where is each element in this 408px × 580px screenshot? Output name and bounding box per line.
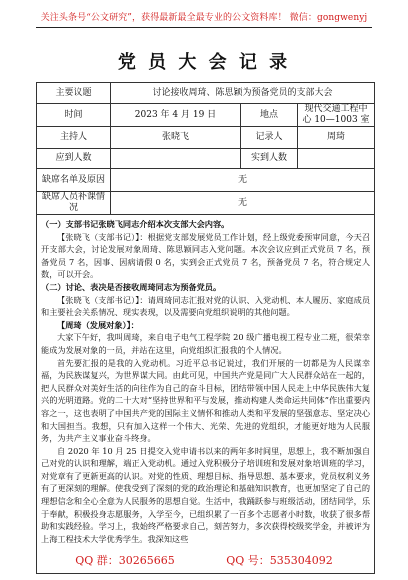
header-divider [36,27,372,28]
document-title: 党 员 大 会 记 录 [117,52,291,73]
table-row [37,169,375,192]
paragraph: 【张晓飞（支部书记）】：根据党支部发展党员工作计划，经上级党委预审同意，今天召开支部大会，讨论发展对象周琦、陈思颖同志入党问题。本次会议应到正式党员 7 名，预备党员 7 名，因事、因病请假 0 名，实到会正式党员 7 名，预备党员 7 名，符合规定人数，可以开会。 [41,231,371,280]
place-value: 现代交通工程中心 10—1003 室 [298,104,375,127]
table-row [37,127,375,149]
qq-group-text: QQ 群：30265665 [75,554,175,567]
absent-list-value: 无 [111,169,375,192]
table-row [37,149,375,169]
agenda-value: 讨论接收周琦、陈思颖为预备党员的支部大会 [111,83,375,104]
promo-banner: 关注头条号“公文研究”，获得最新最全最专业的公文资料库！ 微信：gongwenyj [40,13,368,23]
time-label: 时间 [37,104,111,127]
table-row [37,104,375,127]
paragraph: 大家下午好，我叫周琦，来自电子电气工程学院 20 级广播电视工程专业二班，很荣幸能成为发展对象的一员，并站在这里，向党组织汇报我的个人情况。 [41,332,371,355]
table-row [37,83,375,104]
expected-count-label: 应到人数 [37,149,111,169]
table-row [37,192,375,215]
agenda-label: 主要议题 [37,83,111,104]
recorder-label: 记录人 [241,127,298,149]
contact-footer [0,552,408,568]
meeting-minutes-body [37,215,375,574]
makeup-label: 缺席人员补课情况 [37,192,111,215]
time-value: 2023 年 4 月 19 日 [111,104,241,127]
actual-count-value [298,149,375,169]
table-row [37,215,375,574]
host-label: 主持人 [37,127,111,149]
section-heading: （二）讨论、表决是否接收周琦同志为预备党员。 [41,281,222,292]
section-heading: （一）支部书记张晓飞同志介绍本次支部大会内容。 [41,219,230,229]
paragraph: 【张晓飞（支部书记）】：请周琦同志汇报对党的认识、入党动机、本人履历、家庭成员和主要社会关系情况、现实表现，以及需要向党组织说明的其他问题。 [41,294,371,318]
qq-number-text: QQ 号：535304092 [226,554,333,567]
speaker-heading: 【周琦（发展对象）】： [57,319,139,330]
meeting-record-table [36,82,375,574]
absent-list-label: 缺席名单及原因 [37,169,111,192]
paragraph: 首先要汇报的是我的入党动机。习近平总书记说过，我们开展的一切都是为人民谋幸福，为民族谋复兴，为世界谋大同。由此可见，中国共产党是同广大人民群众站在一起的，把人民群众对美好生活的向往作为自己的奋斗目标，团结带领中国人民走上中华民族伟大复兴的光明道路。党的二十大对“坚持世界和平与发展，推动构建人类命运共同体”作出重要内容之一，这也表明了中国共产党的国际主义情怀和推动人类和平发展的坚强意志、坚定决心和大国担当。我想，只有加入这样一个伟大、光荣、先进的党组织，才能更好地为人民服务，为共产主义事业奋斗终身。 [41,357,371,444]
recorder-value: 周琦 [298,127,375,149]
makeup-value: 无 [111,192,375,215]
host-value: 张晓飞 [111,127,241,149]
actual-count-label: 实到人数 [241,149,298,169]
paragraph: 自 2020 年 10 月 25 日提交入党申请书以来的两年多时间里，思想上，我不断加强自己对党的认识和理解，端正入党动机。通过入党积极分子培训班和发展对象培训班的学习，对党章有了更新更高的认识。对党的性质、理想目标、指导思想、基本要求，党员权利义务有了更深刻的理解。使我受到了深刻的党的政治理论和基础知识教育，也更加坚定了自己的理想信念和全心全意为人民服务的思想自觉。生活中，我踊跃参与班级活动，团结同学，乐于奉献，积极投身志愿服务，入学至今，已组织累了一百多个志愿者小时数，收获了很多帮助和实践经验。学习上，我始终严格要求自己，刻苦努力，多次获得校级奖学金，并被评为上海工程技术大学优秀学生。我深知这些 [41,445,371,544]
expected-count-value [111,149,241,169]
place-label: 地点 [241,104,298,127]
